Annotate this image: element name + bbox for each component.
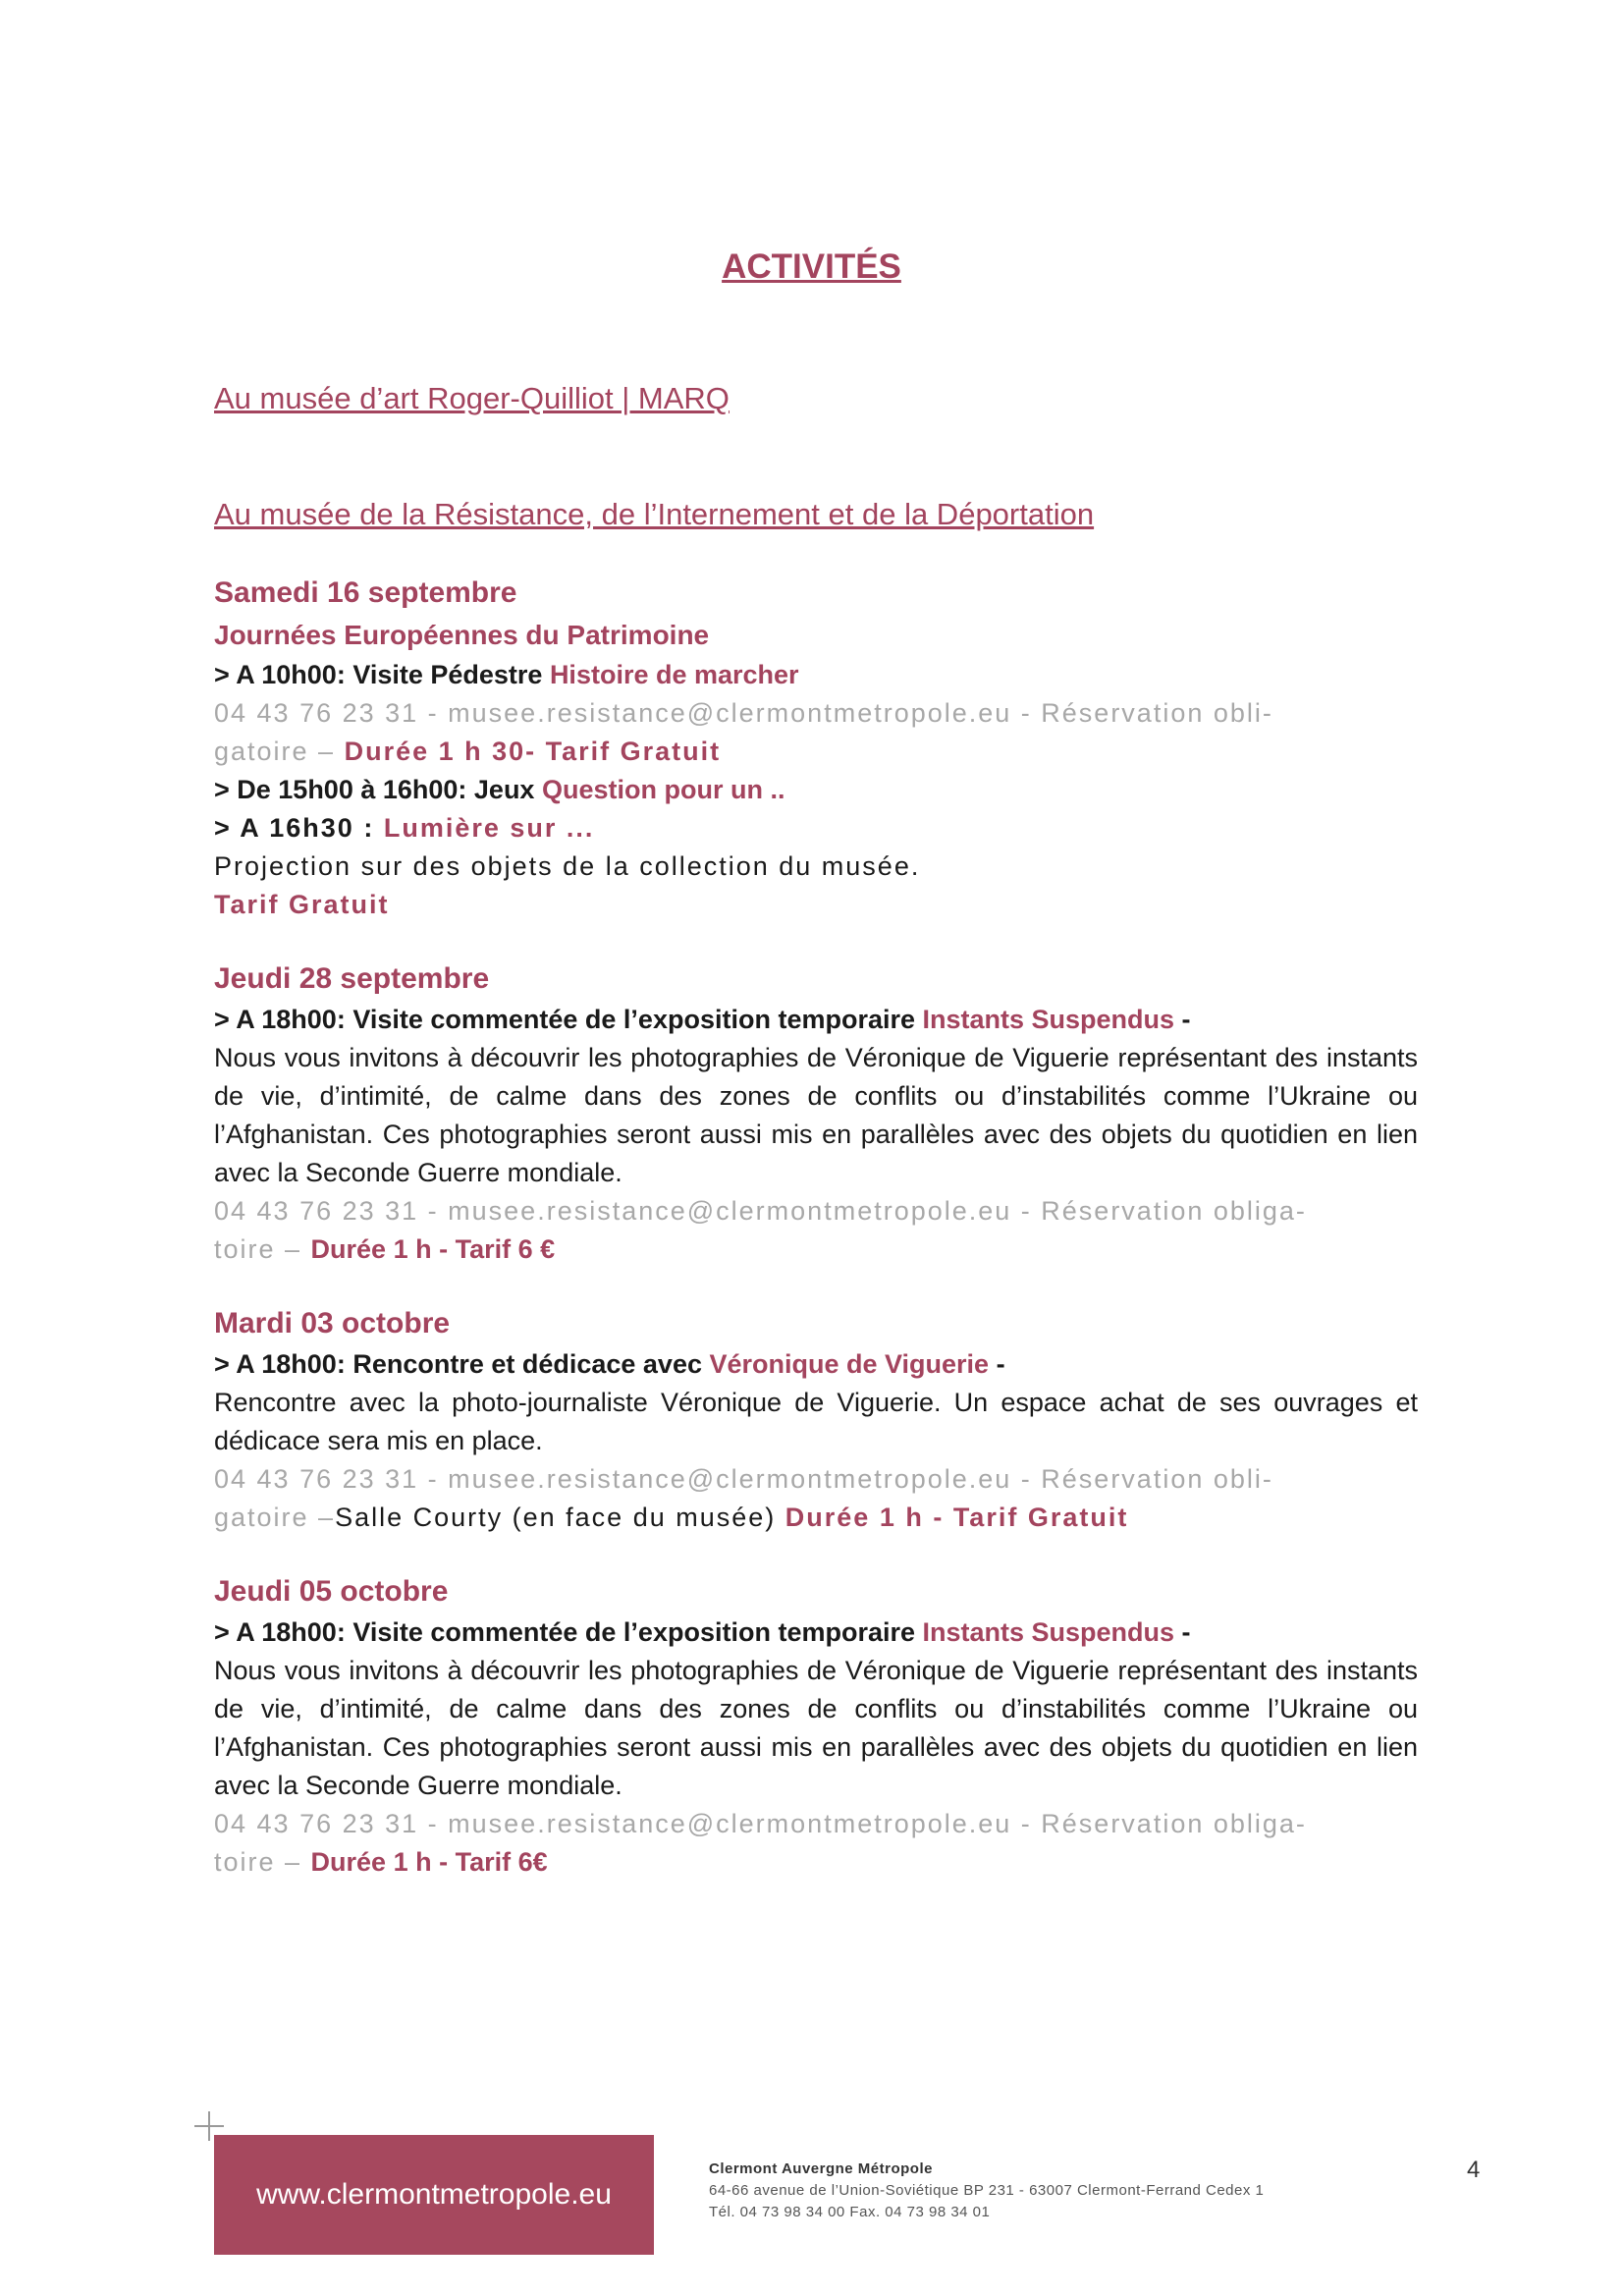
event-activity: > A 16h30 : Lumière sur ... (214, 813, 595, 843)
footer-org: Clermont Auvergne Métropole (709, 2160, 933, 2177)
event-activity: > A 18h00: Visite commentée de l’exposition temporaire Instants Suspendus - (214, 1617, 1191, 1647)
event-description: Nous vous invitons à découvrir les photographies de Véronique de Viguerie représentant des instants de vie, d’intimité, de calme dans des zones de conflits ou d’instabilités comme l’Ukraine ou l’Afghanistan. Ces photographies seront aussi mis en parallèles avec des objets du quotidien en lien avec la Seconde Guerre mondiale. (214, 1656, 1418, 1800)
event-contact: 04 43 76 23 31 - musee.resistance@clermontmetropole.eu - Réservation obliga- (214, 1809, 1307, 1838)
event-activity: > A 18h00: Rencontre et dédicace avec Véronique de Viguerie - (214, 1349, 1005, 1379)
events-content (214, 572, 1418, 1882)
event-contact: 04 43 76 23 31 - musee.resistance@clermontmetropole.eu - Réservation obliga- (214, 1196, 1307, 1226)
footer-street: 64-66 avenue de l’Union-Soviétique BP 231 - 63007 Clermont-Ferrand Cedex 1 (709, 2182, 1265, 2199)
page-number: 4 (1467, 2157, 1481, 2183)
event-contact-info: gatoire – Durée 1 h 30- Tarif Gratuit (214, 737, 722, 766)
event-date: Mardi 03 octobre (214, 1307, 451, 1339)
event-activity: > A 18h00: Visite commentée de l’exposition temporaire Instants Suspendus - (214, 1005, 1191, 1034)
event-activity: > A 10h00: Visite Pédestre Histoire de marcher (214, 660, 799, 689)
section-heading-resistance: Au musée de la Résistance, de l’Internement et de la Déportation (214, 497, 1095, 531)
event-description: Rencontre avec la photo-journaliste Véronique de Viguerie. Un espace achat de ses ouvrages et dédicace sera mis en place. (214, 1388, 1418, 1455)
website-link[interactable]: www.clermontmetropole.eu (214, 2135, 654, 2255)
event-contact: 04 43 76 23 31 - musee.resistance@clermontmetropole.eu - Réservation obli- (214, 698, 1273, 728)
footer-address (709, 2159, 1264, 2223)
event-contact-info: gatoire –Salle Courty (en face du musée) Durée 1 h - Tarif Gratuit (214, 1503, 1129, 1532)
event-date: Jeudi 05 octobre (214, 1575, 449, 1608)
section-heading-marq: Au musée d’art Roger-Quilliot | MARQ (214, 381, 730, 415)
page-title: ACTIVITÉS (722, 247, 901, 286)
footer-phone: Tél. 04 73 98 34 00 Fax. 04 73 98 34 01 (709, 2204, 991, 2220)
event-tarif: Tarif Gratuit (214, 890, 390, 919)
event-contact-info: toire – Durée 1 h - Tarif 6€ (214, 1847, 548, 1877)
event-description: Nous vous invitons à découvrir les photographies de Véronique de Viguerie représentant des instants de vie, d’intimité, de calme dans des zones de conflits ou d’instabilités comme l’Ukraine ou l’Afghanistan. Ces photographies seront aussi mis en parallèles avec des objets du quotidien en lien avec la Seconde Guerre mondiale. (214, 1043, 1418, 1187)
event-activity: > De 15h00 à 16h00: Jeux Question pour un .. (214, 775, 785, 804)
event-contact-info: toire – Durée 1 h - Tarif 6 € (214, 1234, 556, 1264)
event-subtitle: Journées Européennes du Patrimoine (214, 620, 710, 650)
event-date: Jeudi 28 septembre (214, 962, 490, 995)
event-description: Projection sur des objets de la collection du musée. (214, 851, 921, 881)
event-contact: 04 43 76 23 31 - musee.resistance@clermontmetropole.eu - Réservation obli- (214, 1464, 1273, 1494)
event-date: Samedi 16 septembre (214, 576, 517, 609)
